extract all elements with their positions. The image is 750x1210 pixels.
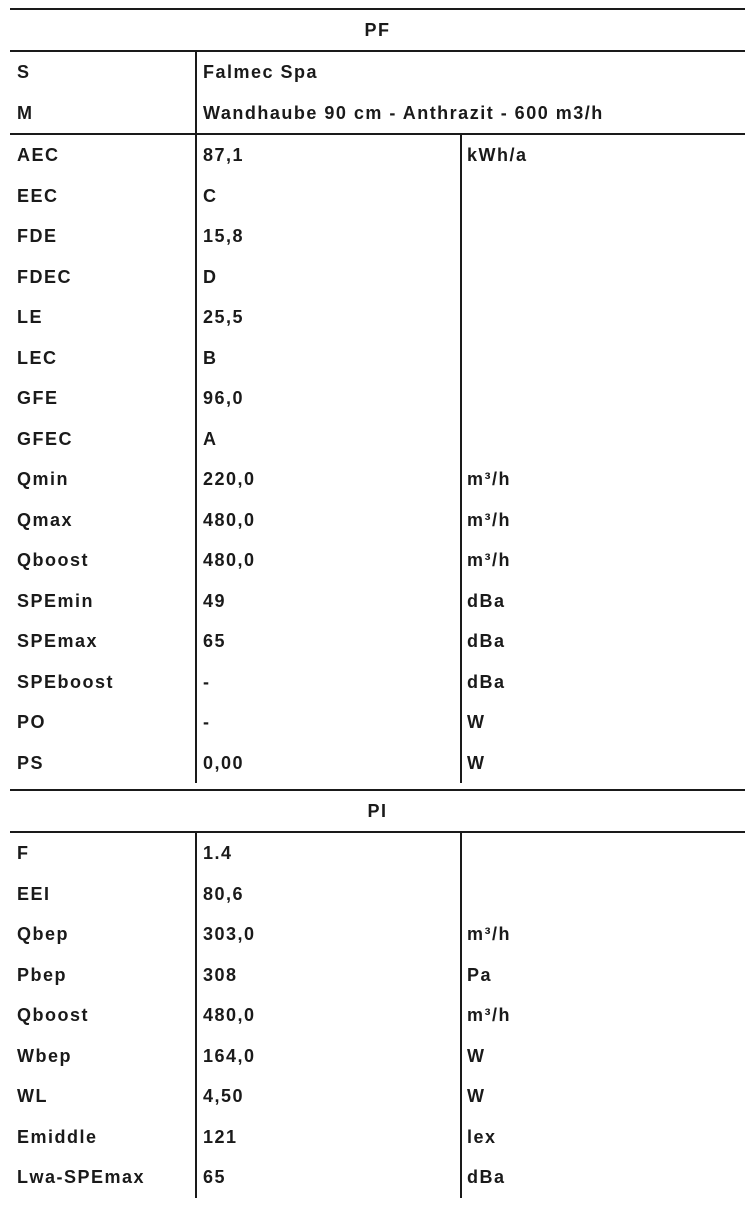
param-unit: W	[467, 752, 486, 773]
param-value: 480,0	[203, 1005, 256, 1025]
param-label: PO	[17, 712, 47, 732]
param-unit: m³/h	[467, 1005, 511, 1025]
param-label: EEC	[17, 185, 59, 206]
param-unit	[467, 419, 737, 460]
param-value: 121	[203, 1126, 238, 1147]
param-unit	[467, 257, 737, 298]
table-row	[0, 621, 750, 662]
param-unit: Pa	[467, 964, 493, 985]
param-label: Pbep	[17, 964, 68, 985]
param-label: PS	[17, 752, 45, 773]
param-value: 25,5	[203, 307, 245, 327]
table-row	[0, 874, 750, 915]
param-unit: dBa	[467, 1167, 506, 1187]
table-row	[0, 1157, 750, 1198]
param-label: Lwa-SPEmax	[17, 1167, 146, 1187]
table-row	[0, 1036, 750, 1077]
param-unit: W	[467, 1045, 486, 1066]
param-label: LE	[17, 307, 44, 327]
param-label: FDE	[17, 226, 58, 246]
param-value: B	[203, 347, 218, 368]
param-unit: dBa	[467, 631, 506, 651]
param-value: 0,00	[203, 752, 245, 773]
param-unit	[467, 297, 737, 338]
table-row	[0, 419, 750, 460]
table-row	[0, 702, 750, 743]
param-value: 164,0	[203, 1045, 256, 1066]
table-row	[0, 297, 750, 338]
param-unit: dBa	[467, 590, 506, 611]
param-value: 49	[203, 590, 227, 611]
param-unit	[467, 176, 737, 217]
param-label: GFEC	[17, 428, 74, 449]
param-value: -	[203, 712, 211, 732]
info-row	[0, 93, 750, 134]
param-unit: m³/h	[467, 550, 511, 570]
param-label: Qmax	[17, 509, 74, 530]
param-label: F	[17, 843, 30, 863]
table-row	[0, 995, 750, 1036]
param-label: Qboost	[17, 1005, 89, 1025]
table-row	[0, 833, 750, 874]
param-label: LEC	[17, 347, 58, 368]
table-row	[0, 257, 750, 298]
table-row	[0, 500, 750, 541]
param-value: 15,8	[203, 226, 245, 246]
table-row	[0, 176, 750, 217]
info-label: S	[17, 62, 31, 82]
param-label: SPEboost	[17, 671, 115, 692]
table-row	[0, 135, 750, 176]
info-value: Wandhaube 90 cm - Anthrazit - 600 m3/h	[203, 102, 604, 123]
param-value: -	[203, 671, 211, 692]
param-unit: W	[467, 1086, 486, 1106]
param-label: EEI	[17, 883, 51, 904]
param-value: 65	[203, 631, 227, 651]
param-label: Qbep	[17, 924, 70, 944]
section-title-pi: PI	[367, 800, 388, 821]
param-value: 1.4	[203, 843, 233, 863]
table-row	[0, 1117, 750, 1158]
param-unit: m³/h	[467, 924, 511, 944]
table-row	[0, 338, 750, 379]
column-divider	[195, 135, 197, 783]
table-row	[0, 662, 750, 703]
param-label: Wbep	[17, 1045, 72, 1066]
table-row	[0, 459, 750, 500]
column-divider	[460, 833, 462, 1198]
param-value: 480,0	[203, 509, 256, 530]
param-label: SPEmin	[17, 590, 95, 611]
info-label: M	[17, 102, 34, 123]
param-unit: m³/h	[467, 509, 511, 530]
param-unit	[467, 833, 737, 874]
param-label: Qmin	[17, 469, 70, 489]
param-value: A	[203, 428, 218, 449]
param-unit: kWh/a	[467, 145, 528, 165]
param-value: C	[203, 185, 218, 206]
param-value: 65	[203, 1167, 227, 1187]
param-value: D	[203, 266, 218, 287]
param-unit	[467, 378, 737, 419]
param-value: 308	[203, 964, 238, 985]
info-row	[0, 52, 750, 93]
param-unit: lex	[467, 1126, 497, 1147]
table-row	[0, 955, 750, 996]
param-value: 87,1	[203, 145, 245, 165]
column-divider	[460, 135, 462, 783]
table-row	[0, 540, 750, 581]
param-label: WL	[17, 1086, 48, 1106]
param-label: AEC	[17, 145, 60, 165]
table-row	[0, 1076, 750, 1117]
table-row	[0, 743, 750, 784]
param-label: FDEC	[17, 266, 72, 287]
column-divider	[195, 52, 197, 133]
param-value: 80,6	[203, 883, 245, 904]
info-value: Falmec Spa	[203, 62, 319, 82]
param-value: 4,50	[203, 1086, 245, 1106]
section-title-pf: PF	[364, 19, 391, 40]
table-row	[0, 378, 750, 419]
param-value: 96,0	[203, 388, 245, 408]
param-unit	[467, 216, 737, 257]
column-divider	[195, 833, 197, 1198]
param-unit	[467, 874, 737, 915]
param-value: 303,0	[203, 924, 256, 944]
table-row	[0, 581, 750, 622]
param-unit	[467, 338, 737, 379]
table-row	[0, 914, 750, 955]
param-label: SPEmax	[17, 631, 99, 651]
param-value: 480,0	[203, 550, 256, 570]
param-label: GFE	[17, 388, 59, 408]
param-unit: dBa	[467, 671, 506, 692]
param-label: Qboost	[17, 550, 89, 570]
table-row	[0, 216, 750, 257]
param-unit: W	[467, 712, 486, 732]
param-label: Emiddle	[17, 1126, 98, 1147]
param-value: 220,0	[203, 469, 256, 489]
param-unit: m³/h	[467, 469, 511, 489]
